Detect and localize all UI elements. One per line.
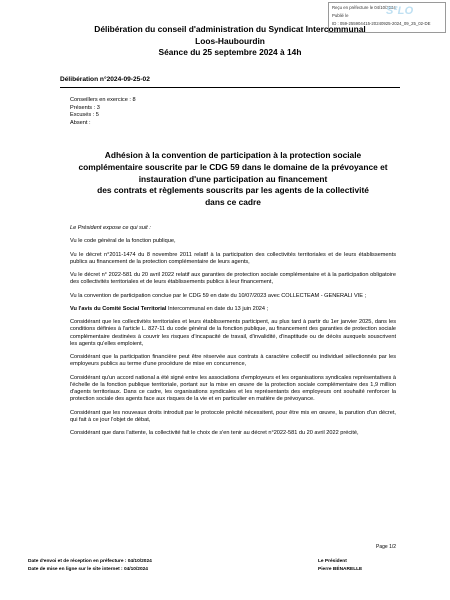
footer-dates	[28, 558, 152, 575]
divider	[60, 87, 400, 88]
deliberation-title	[68, 150, 398, 209]
signatory-name: Pierre BÉNARELLE	[318, 567, 363, 573]
header-line-3: Séance du 25 septembre 2024 à 14h	[158, 47, 302, 58]
paragraph-4: Vu la convention de participation conclue par le CDG 59 en date du 10/07/2023 avec COLLECTEAM - GENERALI VIE ;	[70, 292, 367, 299]
stamp-published: Publié le	[332, 13, 349, 18]
footer-date-envoi: Date d'envoi et de réception en préfecture : 04/10/2024	[28, 559, 152, 564]
paragraph-7: Considérant que la participation financière peut être réservée aux contrats à caractère collectif ou individuel sélectionnés par les employeurs publics au terme d'une procédure de mise en concurrence,	[70, 354, 396, 368]
header-line-2: Loos-Haubourdin	[195, 35, 265, 46]
stamp-id: ID : 059-255904415-20240925-2024_09_25_02-DE	[332, 21, 431, 26]
title-line-2: complémentaire souscrite par le CDG 59 dans le domaine de la prévoyance et	[78, 161, 388, 172]
paragraph-2: Vu le décret n°2011-1474 du 8 novembre 2011 relatif à la participation des collectivités territoriales et de leurs établissements publics au financement de la protection complémentaire de leurs agents,	[70, 251, 396, 265]
paragraph-6: Considérant que les collectivités territoriales et leurs établissements participent, au plus tard à partir du 1er janvier 2025, dans les conditions définies à l'article L. 827-11 du code général de la fonction publique, au financement des garanties de protection sociale complémentaire destinées à couvrir les risques d'incapacité de travail, d'invalidité, d'inaptitude ou de décès auxquels souscrivent les agents qu'elles emploient,	[70, 319, 396, 347]
stamp-received: Reçu en préfecture le 04/10/2024	[332, 5, 396, 10]
title-line-1: Adhésion à la convention de participation à la protection sociale	[104, 150, 362, 160]
paragraph-3: Vu le décret n° 2022-581 du 20 avril 2022 relatif aux garanties de protection sociale complémentaire et à la participation obligatoire des collectivités territoriales et de leurs établissements publics à leur financement,	[70, 272, 396, 286]
deliberation-number: Délibération n°2024-09-25-02	[60, 76, 150, 83]
attendance-counts	[70, 97, 136, 127]
count-excuses: Excusés : 5	[70, 112, 99, 119]
title-line-4: des contrats et règlements souscrits par les agents de la collectivité	[97, 185, 369, 196]
header-line-1: Délibération du conseil d'administration du Syndicat Intercommunal	[94, 24, 366, 34]
count-exercice: Conseillers en exercice : 8	[70, 97, 136, 103]
paragraph-9: Considérant que les nouveaux droits introduit par le protocole précité nécessitent, pour être mis en œuvre, la parution d'un décret, qui fait à ce jour l'objet de débat,	[70, 409, 396, 423]
signatory-role: Le Président	[318, 559, 347, 564]
paragraph-5-rest: Intercommunal en date du 13 juin 2024 ;	[166, 305, 269, 312]
paragraph-1: Vu le code général de la fonction publique,	[70, 238, 176, 245]
paragraph-8: Considérant qu'un accord national a été signé entre les associations d'employeurs et les organisations syndicales représentatives à l'échelle de la fonction publique territoriale, portant sur la mise en œuvre de la protection sociale complémentaire des 1,9 million d'agents territoriaux. Dans ce cadre, les organisations syndicales et les représentants des employeurs ont souhaité renforcer la protection sociale des agents face aux risques de la vie et en particulier en matière de prévoyance.	[70, 374, 396, 403]
title-line-5: dans ce cadre	[205, 197, 261, 208]
count-absent: Absent :	[70, 119, 91, 126]
paragraph-5	[70, 306, 396, 313]
page-number: Page 1/2	[376, 544, 397, 550]
count-presents: Présents : 3	[70, 104, 100, 111]
footer-date-mise-en-ligne: Date de mise en ligne sur le site internet : 04/10/2024	[28, 567, 148, 573]
footer-signatory	[318, 558, 362, 575]
deliberation-body	[70, 225, 396, 443]
president-intro: Le Président expose ce qui suit :	[70, 225, 151, 231]
paragraph-5-bold: Vu l'avis du Comité Social Territorial	[70, 305, 167, 312]
paragraph-10: Considérant que dans l'attente, la collectivité fait le choix de s'en tenir au décret n°2022-581 du 20 avril 2022 précité,	[70, 430, 359, 436]
slo-logo: S²LO	[386, 5, 414, 17]
document-header	[60, 24, 400, 59]
title-line-3: instauration d'une participation au financement	[138, 173, 328, 184]
